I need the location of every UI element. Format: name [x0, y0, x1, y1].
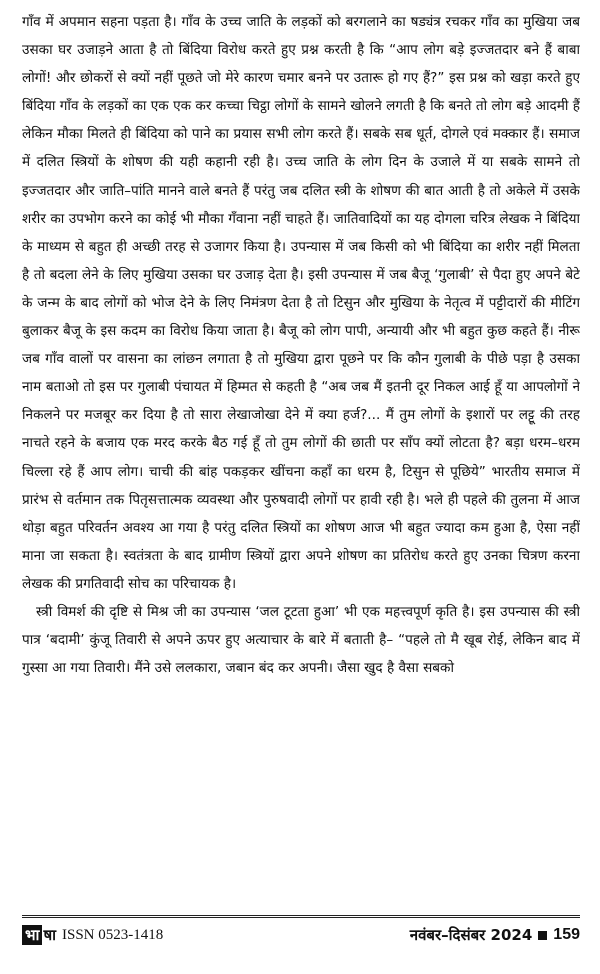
journal-logo [22, 925, 56, 945]
paragraph: गाँव में अपमान सहना पड़ता है। गाँव के उच्च जाति के लड़कों को बरगलाने का षड्यंत्र रचकर गाँव का मुखिया जब उसका घर उजाड़ने आता है तो बिंदिया विरोध करते हुए प्रश्न करती है कि “आप लोग बड़े इज्जतदार बने हैं बाबा लोगों! और छोकरों से क्यों नहीं पूछते जो मेरे कारण चमार बनने पर उतारू हो गए हैं?” इस प्रश्न को खड़ा करते हुए बिंदिया गाँव के लड़कों का एक एक कर कच्चा चिट्ठा लोगों के सामने खोलने लगती है कि बनते तो लोग बड़े आदमी हैं लेकिन मौका मिलते ही बिंदिया को पाने का प्रयास सभी लोग करते हैं। सबके सब धूर्त, दोगले एवं मक्कार हैं। समाज में दलित स्त्रियों के शोषण की यही कहानी रही है। उच्च जाति के लोग दिन के उजाले में या सबके सामने तो इज्जतदार और जाति–पांति मानने वाले बनते हैं परंतु जब दलित स्त्री के शोषण की बात आती है तो अकेले में उसके शरीर का उपभोग करने का कोई भी मौका गँवाना नहीं चाहते हैं। जातिवादियों का यह दोगला चरित्र लेखक ने बिंदिया के माध्यम से बहुत ही अच्छी तरह से उजागर किया है। उपन्यास में जब किसी को भी बिंदिया का शरीर नहीं मिलता है तो बदला लेने के लिए मुखिया उसका घर उजाड़ देता है। इसी उपन्यास में जब बैजू ‘गुलाबी’ से पैदा हुए अपने बेटे के जन्म के बाद लोगों को भोज देने के लिए निमंत्रण देता है तो टिसुन और मुखिया के नेतृत्व में पट्टीदारों की मीटिंग बुलाकर बैजू के इस कदम का विरोध किया जाता है। बैजू को लोग पापी, अन्यायी और भी बहुत कुछ कहते हैं। नीरू जब गाँव वालों पर वासना का लांछन लगाता है तो मुखिया द्वारा पूछने पर कि कौन गुलाबी के पीछे पड़ा है उसका नाम बताओ तो इस पर गुलाबी पंचायत में हिम्मत से कहती है “अब जब मैं इतनी दूर निकल आई हूँ या आपलोगों ने निकलने पर मजबूर कर दिया है तो सारा लेखाजोखा देने में क्या हर्ज?... मैं तुम लोगों के इशारों पर लट्टू की तरह नाचते रहने के बजाय एक मरद करके बैठ गई हूँ तो तुम लोगों की छाती पर साँप क्यों लोटता है? बड़ा धरम–धरम चिल्ला रहे हैं आप लोग। चाची की बांह पकड़कर खींचना कहाँ का धरम है, टिसुन से पूछिये” भारतीय समाज में प्रारंभ से वर्तमान तक पितृसत्तात्मक व्यवस्था और पुरुषवादी लोगों पर हावी रही है। भले ही पहले की तुलना में आज थोड़ा बहुत परिवर्तन अवश्य आ गया है परंतु दलित स्त्रियों का शोषण आज भी बहुत ज्यादा कम हुआ है, ऐसा नहीं माना जा सकता है। स्वतंत्रता के बाद ग्रामीण स्त्रियों द्वारा अपने शोषण का प्रतिरोध करते हुए उनका चित्रण करना लेखक की प्रगतिवादी सोच का परिचायक है। [22, 14, 580, 592]
page-number: 159 [553, 926, 580, 943]
logo-rest: षा [43, 926, 56, 944]
logo-box: भा [22, 925, 42, 945]
journal-info [22, 925, 163, 945]
issue-info [410, 925, 580, 945]
square-bullet-icon [538, 931, 547, 940]
article-body [22, 8, 580, 908]
paragraph: स्त्री विमर्श की दृष्टि से मिश्र जी का उपन्यास ‘जल टूटता हुआ’ भी एक महत्त्वपूर्ण कृति है। इस उपन्यास की स्त्री पात्र ‘बदामी’ कुंजू तिवारी से अपने ऊपर हुए अत्याचार के बारे में बताती है– “पहले तो मै खूब रोई, लेकिन बाद में गुस्सा आ गया तिवारी। मैंने उसे ललकारा, जबान बंद कर अपनी। जैसा खुद है वैसा सबको [22, 603, 580, 677]
page-footer [22, 915, 580, 952]
issn-number: ISSN 0523-1418 [62, 926, 164, 943]
issue-date: नवंबर–दिसंबर 2024 [409, 926, 533, 944]
